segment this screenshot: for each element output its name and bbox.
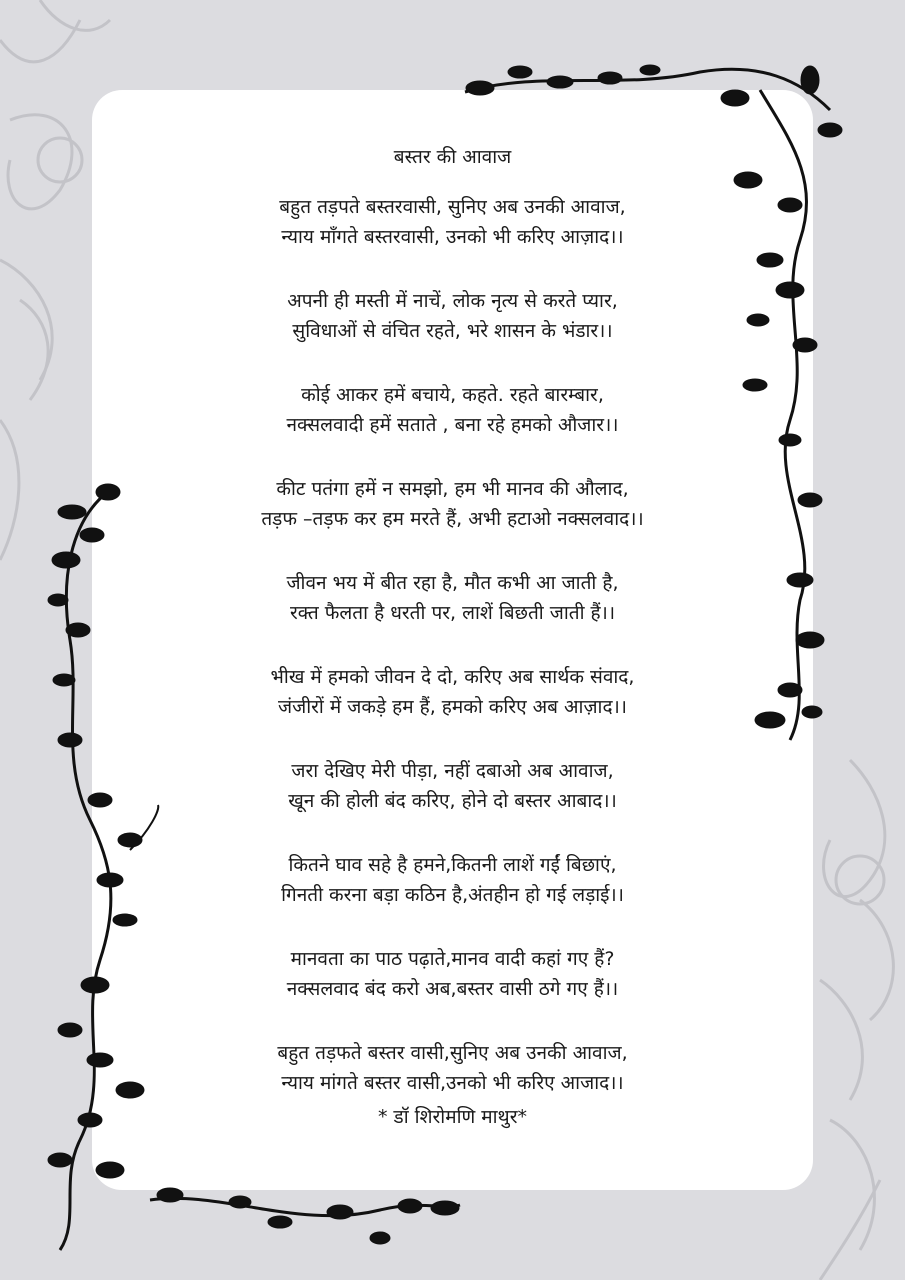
poem-line: नक्सलवाद बंद करो अब,बस्तर वासी ठगे गए हैं।। bbox=[286, 978, 619, 1000]
poem-line: नक्सलवादी हमें सताते , बना रहे हमको औजार।। bbox=[286, 414, 619, 436]
poem-line: कीट पतंगा हमें न समझो, हम भी मानव की औलाद, bbox=[276, 478, 629, 500]
poem-line: जंजीरों में जकड़े हम हैं, हमको करिए अब आज़ाद।। bbox=[278, 696, 627, 718]
stanza bbox=[92, 380, 813, 440]
poem-line: तड़फ –तड़फ कर हम मरते हैं, अभी हटाओ नक्सलवाद।। bbox=[261, 508, 644, 530]
poem-line: न्याय माँगते बस्तरवासी, उनको भी करिए आज़ाद।। bbox=[281, 226, 624, 248]
stanza bbox=[92, 286, 813, 346]
stanza bbox=[92, 568, 813, 628]
poem-line: न्याय मांगते बस्तर वासी,उनको भी करिए आजाद।। bbox=[281, 1072, 624, 1094]
stanza bbox=[92, 850, 813, 910]
poem-line: रक्त फैलता है धरती पर, लाशें बिछती जाती हैं।। bbox=[289, 602, 616, 624]
stanza bbox=[92, 1038, 813, 1098]
poem-title: बस्तर की आवाज bbox=[393, 146, 512, 168]
poem-line: जरा देखिए मेरी पीड़ा, नहीं दबाओ अब आवाज, bbox=[291, 760, 614, 782]
poem-line: खून की होली बंद करिए, होने दो बस्तर आबाद।। bbox=[288, 790, 617, 812]
stanza bbox=[92, 756, 813, 816]
poem-line: भीख में हमको जीवन दे दो, करिए अब सार्थक संवाद, bbox=[270, 666, 635, 688]
poem-line: कितने घाव सहे है हमने,कितनी लाशें गईं बिछाएं, bbox=[288, 854, 617, 876]
stanza bbox=[92, 944, 813, 1004]
poem-line: बहुत तड़फते बस्तर वासी,सुनिए अब उनकी आवाज, bbox=[277, 1042, 628, 1064]
poem-line: गिनती करना बड़ा कठिन है,अंतहीन हो गई लड़ाई।। bbox=[281, 884, 624, 906]
poem-line: मानवता का पाठ पढ़ाते,मानव वादी कहां गए हैं? bbox=[290, 948, 615, 970]
stanza bbox=[92, 192, 813, 252]
poem bbox=[92, 140, 813, 1132]
poem-line: अपनी ही मस्ती में नाचें, लोक नृत्य से करते प्यार, bbox=[287, 290, 618, 312]
stanza bbox=[92, 474, 813, 534]
poem-line: कोई आकर हमें बचाये, कहते. रहते बारम्बार, bbox=[301, 384, 604, 406]
poem-line: सुविधाओं से वंचित रहते, भरे शासन के भंडार।। bbox=[292, 320, 613, 342]
poem-line: जीवन भय में बीत रहा है, मौत कभी आ जाती है, bbox=[286, 572, 619, 594]
poem-author: * डॉ शिरोमणि माथुर* bbox=[378, 1106, 527, 1128]
stanza bbox=[92, 662, 813, 722]
poem-line: बहुत तड़पते बस्तरवासी, सुनिए अब उनकी आवाज, bbox=[279, 196, 626, 218]
